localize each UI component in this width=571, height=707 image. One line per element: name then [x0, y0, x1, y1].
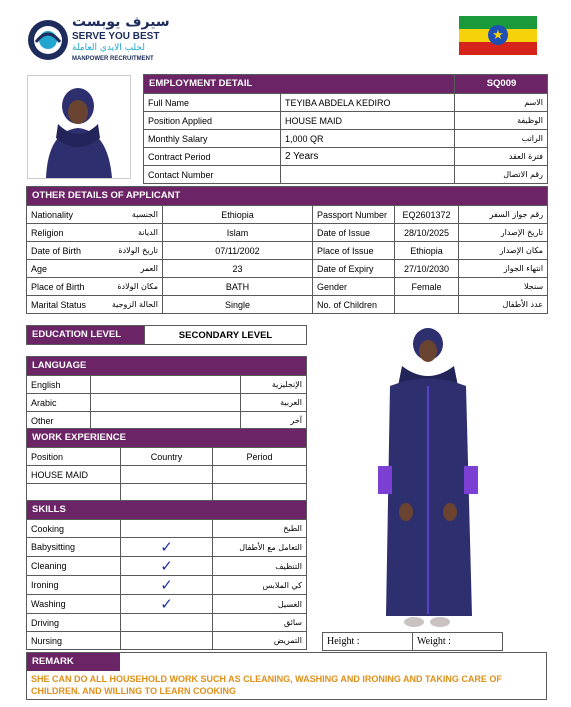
- skill-label: Nursing: [27, 632, 121, 650]
- remark-text: SHE CAN DO ALL HOUSEHOLD WORK SUCH AS CLEANING, WASHING AND IRONING AND TAKING CARE OF CHILDREN. AND WILLING TO LEARN COOKING: [31, 674, 502, 696]
- work-cell: HOUSE MAID: [27, 466, 121, 484]
- skill-label-ar: سائق: [213, 614, 307, 632]
- detail-label-ar: انتهاء الجواز: [459, 260, 548, 278]
- logo-arabic-sub: لجلب الايدي العاملة: [72, 43, 145, 53]
- company-logo: [26, 14, 176, 64]
- detail-label-ar: الحالة الزوجية: [105, 296, 163, 314]
- logo-tagline: MANPOWER RECRUITMENT: [72, 56, 154, 62]
- employment-label: Monthly Salary: [144, 130, 281, 148]
- applicant-photo: [27, 75, 131, 179]
- employment-label-ar: فترة العقد: [455, 148, 548, 166]
- skill-label-ar: التمريض: [213, 632, 307, 650]
- language-label: Arabic: [27, 394, 91, 412]
- checkmark-icon: ✓: [121, 557, 213, 576]
- detail-label-ar: مكان الولادة: [105, 278, 163, 296]
- detail-label: Nationality: [27, 206, 105, 224]
- education-value: SECONDARY LEVEL: [145, 326, 307, 345]
- detail-label: Place of Issue: [313, 242, 395, 260]
- skill-check-cell: [121, 614, 213, 632]
- employment-detail-header: EMPLOYMENT DETAIL: [144, 75, 455, 94]
- applicant-full-photo: [316, 316, 546, 634]
- skill-label-ar: الغسيل: [213, 595, 307, 614]
- weight-field: Weight :: [413, 633, 503, 651]
- detail-label: No. of Children: [313, 296, 395, 314]
- detail-value: Single: [163, 296, 313, 314]
- education-header: EDUCATION LEVEL: [27, 326, 145, 345]
- work-cell: [121, 484, 213, 502]
- work-cell: [213, 466, 307, 484]
- detail-label-ar: عدد الأطفال: [459, 296, 548, 314]
- skill-check-cell: [121, 520, 213, 538]
- skill-label-ar: التعامل مع الأطفال: [213, 538, 307, 557]
- detail-value: Ethiopia: [395, 242, 459, 260]
- skill-label: Babysitting: [27, 538, 121, 557]
- language-level: [91, 376, 241, 394]
- employment-label-ar: الاسم: [455, 94, 548, 112]
- work-cell: [121, 466, 213, 484]
- detail-label: Date of Expiry: [313, 260, 395, 278]
- detail-label: Age: [27, 260, 105, 278]
- work-experience-table: [26, 428, 307, 502]
- skill-label: Driving: [27, 614, 121, 632]
- measurements-table: [322, 632, 503, 651]
- detail-value: Islam: [163, 224, 313, 242]
- language-label-ar: الإنجليزية: [241, 376, 307, 394]
- logo-arabic: سيرف يوبست: [72, 14, 170, 30]
- employment-value: TEYIBA ABDELA KEDIRO: [281, 94, 455, 112]
- other-details-table: [26, 186, 548, 314]
- language-label: Other: [27, 412, 91, 430]
- detail-label-ar: العمر: [105, 260, 163, 278]
- language-header: LANGUAGE: [27, 357, 307, 376]
- detail-label-ar: الديانة: [105, 224, 163, 242]
- employment-label-ar: رقم الاتصال: [455, 166, 548, 184]
- detail-label: Date of Issue: [313, 224, 395, 242]
- language-level: [91, 394, 241, 412]
- detail-value: Ethiopia: [163, 206, 313, 224]
- work-cell: [213, 484, 307, 502]
- language-table: [26, 356, 307, 430]
- skill-label-ar: الطبخ: [213, 520, 307, 538]
- work-col-country: Country: [121, 448, 213, 466]
- detail-label-ar: رقم جواز السفر: [459, 206, 548, 224]
- detail-label-ar: تاريخ الولادة: [105, 242, 163, 260]
- height-field: Height :: [323, 633, 413, 651]
- employment-detail-table: [143, 74, 548, 184]
- detail-value: 28/10/2025: [395, 224, 459, 242]
- skill-check-cell: [121, 632, 213, 650]
- skills-table: [26, 500, 307, 650]
- logo-emblem-icon: [26, 18, 70, 62]
- work-col-position: Position: [27, 448, 121, 466]
- skill-label: Cooking: [27, 520, 121, 538]
- skill-label: Ironing: [27, 576, 121, 595]
- checkmark-icon: ✓: [121, 538, 213, 557]
- logo-name: SERVE YOU BEST: [72, 31, 160, 42]
- detail-value: BATH: [163, 278, 313, 296]
- reference-code: SQ009: [455, 75, 548, 94]
- detail-label-ar: تاريخ الإصدار: [459, 224, 548, 242]
- language-label: English: [27, 376, 91, 394]
- remark-header: REMARK: [27, 653, 120, 671]
- employment-value: 2 Years: [281, 148, 455, 166]
- employment-label-ar: الراتب: [455, 130, 548, 148]
- employment-label: Full Name: [144, 94, 281, 112]
- detail-value: 07/11/2002: [163, 242, 313, 260]
- detail-value: [395, 296, 459, 314]
- employment-value: HOUSE MAID: [281, 112, 455, 130]
- other-details-header: OTHER DETAILS OF APPLICANT: [27, 187, 548, 206]
- employment-label-ar: الوظيفة: [455, 112, 548, 130]
- checkmark-icon: ✓: [121, 595, 213, 614]
- detail-label: Passport Number: [313, 206, 395, 224]
- language-label-ar: آخر: [241, 412, 307, 430]
- skill-label: Washing: [27, 595, 121, 614]
- detail-label-ar: مكان الإصدار: [459, 242, 548, 260]
- remark-section: [26, 652, 547, 700]
- detail-value: 27/10/2030: [395, 260, 459, 278]
- skill-label-ar: كي الملابس: [213, 576, 307, 595]
- work-col-period: Period: [213, 448, 307, 466]
- employment-label: Contact Number: [144, 166, 281, 184]
- employment-label: Position Applied: [144, 112, 281, 130]
- ethiopia-flag-icon: ★: [459, 16, 537, 55]
- detail-label: Religion: [27, 224, 105, 242]
- work-cell: [27, 484, 121, 502]
- detail-label-ar: سنجلا: [459, 278, 548, 296]
- detail-label-ar: الجنسية: [105, 206, 163, 224]
- language-level: [91, 412, 241, 430]
- detail-value: Female: [395, 278, 459, 296]
- skill-label-ar: التنظيف: [213, 557, 307, 576]
- education-table: [26, 325, 307, 345]
- skill-label: Cleaning: [27, 557, 121, 576]
- skills-header: SKILLS: [27, 501, 307, 520]
- checkmark-icon: ✓: [121, 576, 213, 595]
- detail-label: Gender: [313, 278, 395, 296]
- employment-value: [281, 166, 455, 184]
- detail-value: 23: [163, 260, 313, 278]
- detail-value: EQ2601372: [395, 206, 459, 224]
- detail-label: Date of Birth: [27, 242, 105, 260]
- language-label-ar: العربية: [241, 394, 307, 412]
- employment-label: Contract Period: [144, 148, 281, 166]
- detail-label: Marital Status: [27, 296, 105, 314]
- detail-label: Place of Birth: [27, 278, 105, 296]
- work-experience-header: WORK EXPERIENCE: [27, 429, 307, 448]
- employment-value: 1,000 QR: [281, 130, 455, 148]
